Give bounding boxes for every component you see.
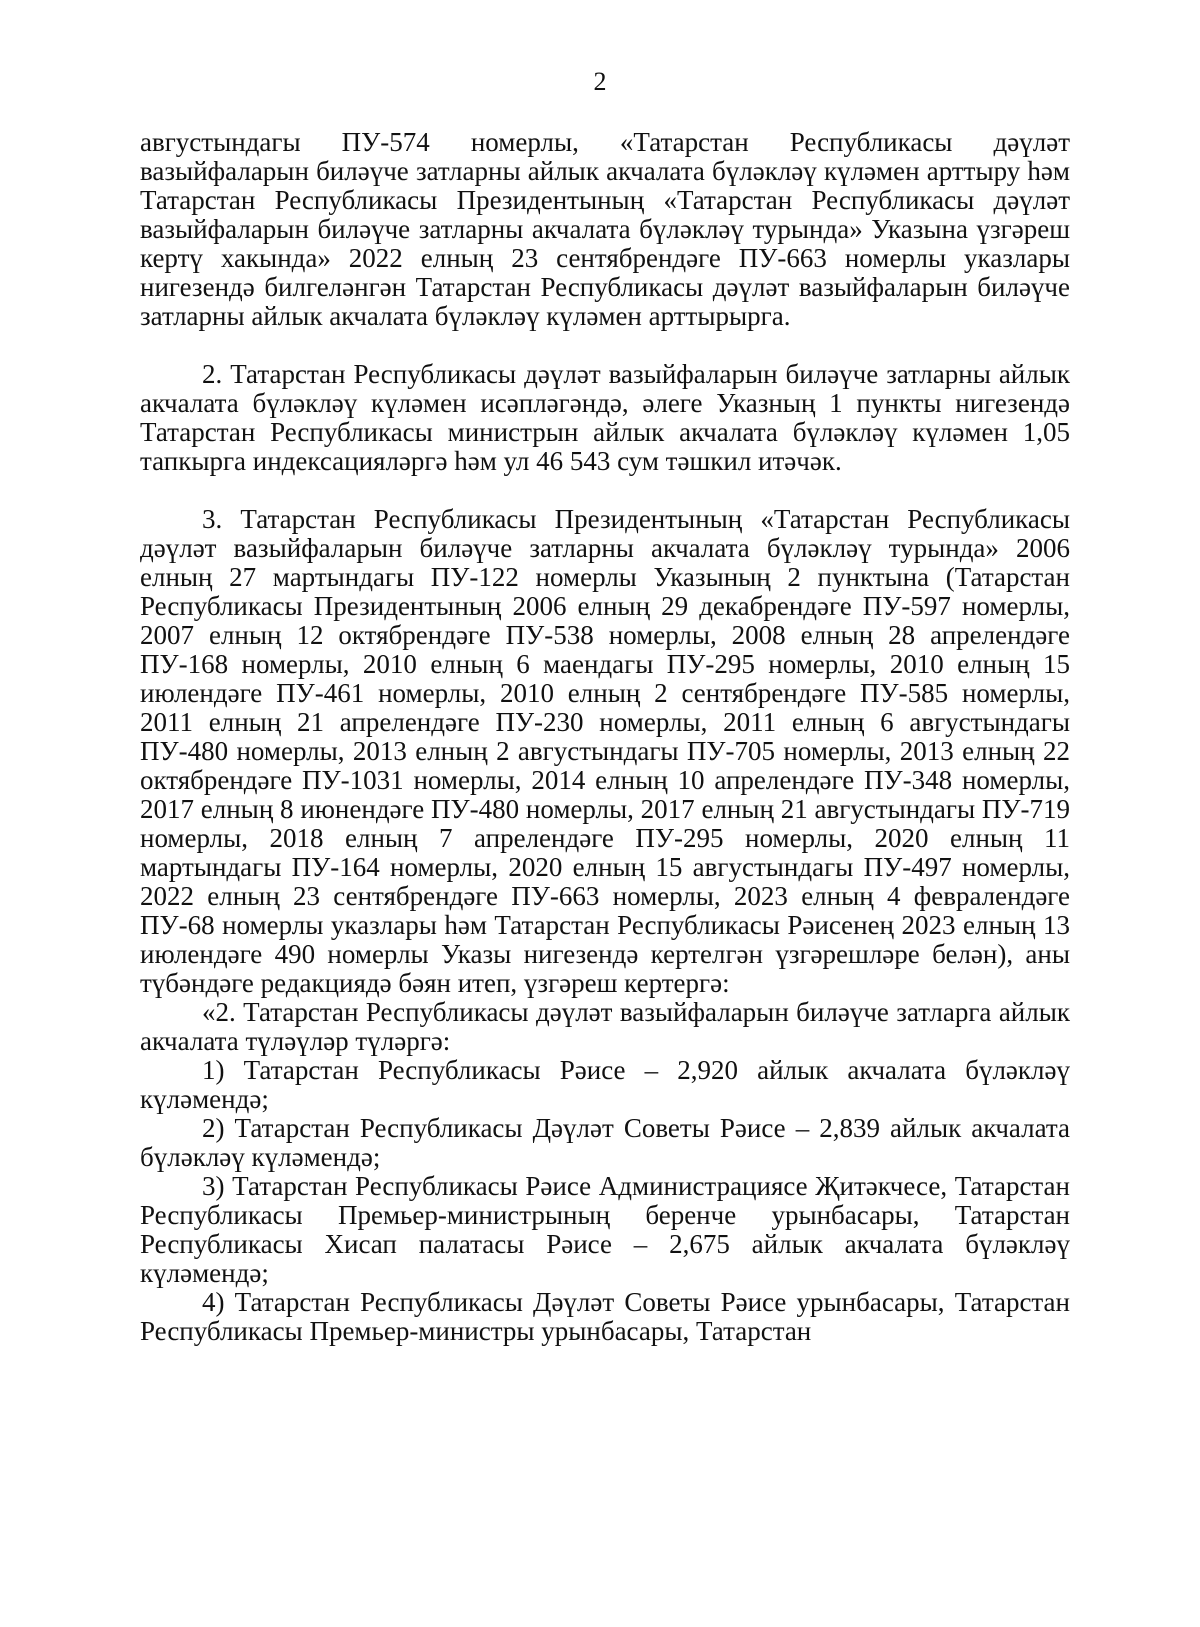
list-item-3: 3) Татарстан Республикасы Рәисе Администрациясе Җитәкчесе, Татарстан Республикасы Премьер-министрының беренче урынбасары, Татарстан Республикасы Хисап палатасы Рәисе – 2,675 айлык акчалата бүләкләү күләмендә; (140, 1171, 1070, 1288)
list-item-1: 1) Татарстан Республикасы Рәисе – 2,920 айлык акчалата бүләкләү күләмендә; (140, 1055, 1070, 1114)
document-body (140, 128, 1070, 1346)
paragraph-item-2: 2. Татарстан Республикасы дәүләт вазыйфаларын биләүче затларны айлык акчалата бүләкләү күләмен исәпләгәндә, әлеге Указның 1 пункты нигезендә Татарстан Республикасы министрын айлык акчалата бүләкләү күләмен 1,05 тапкырга индексацияләргә һәм ул 46 543 сум тәшкил итәчәк. (140, 359, 1070, 476)
paragraph-quoted-item-2: «2. Татарстан Республикасы дәүләт вазыйфаларын биләүче затларга айлык акчалата түләүләр түләргә: (140, 997, 1070, 1056)
paragraph-continuation: августындагы ПУ-574 номерлы, «Татарстан Республикасы дәүләт вазыйфаларын биләүче затларны айлык акчалата бүләкләү күләмен арттыру һәм Татарстан Республикасы Президентының «Татарстан Республикасы дәүләт вазыйфаларын биләүче затларны акчалата бүләкләү турында» Указына үзгәреш кертү хакында» 2022 елның 23 сентябрендәге ПУ-663 номерлы указлары нигезендә билгеләнгән Татарстан Республикасы дәүләт вазыйфаларын биләүче затларны айлык акчалата бүләкләү күләмен арттырырга. (140, 127, 1070, 331)
list-item-4: 4) Татарстан Республикасы Дәүләт Советы Рәисе урынбасары, Татарстан Республикасы Премьер-министры урынбасары, Татарстан (140, 1287, 1070, 1346)
page-number: 2 (593, 67, 607, 96)
paragraph-item-3: 3. Татарстан Республикасы Президентының «Татарстан Республикасы дәүләт вазыйфаларын биләүче затларны акчалата бүләкләү турында» 2006 елның 27 мартындагы ПУ-122 номерлы Указының 2 пунктына (Татарстан Республикасы Президентының 2006 елның 29 декабрендәге ПУ-597 номерлы, 2007 елның 12 октябрендәге ПУ-538 номерлы, 2008 елның 28 апрелендәге ПУ-168 номерлы, 2010 елның 6 маендагы ПУ-295 номерлы, 2010 елның 15 июлендәге ПУ-461 номерлы, 2010 елның 2 сентябрендәге ПУ-585 номерлы, 2011 елның 21 апрелендәге ПУ-230 номерлы, 2011 елның 6 августындагы ПУ-480 номерлы, 2013 елның 2 августындагы ПУ-705 номерлы, 2013 елның 22 октябрендәге ПУ-1031 номерлы, 2014 елның 10 апрелендәге ПУ-348 номерлы, 2017 елның 8 июнендәге ПУ-480 номерлы, 2017 елның 21 августындагы ПУ-719 номерлы, 2018 елның 7 апрелендәге ПУ-295 номерлы, 2020 елның 11 мартындагы ПУ-164 номерлы, 2020 елның 15 августындагы ПУ-497 номерлы, 2022 елның 23 сентябрендәге ПУ-663 номерлы, 2023 елның 4 февралендәге ПУ-68 номерлы указлары һәм Татарстан Республикасы Рәисенең 2023 елның 13 июлендәге 490 номерлы Указы нигезендә кертелгән үзгәрешләре белән), аны түбәндәге редакциядә бәян итеп, үзгәреш кертергә: (140, 504, 1070, 998)
list-item-2: 2) Татарстан Республикасы Дәүләт Советы Рәисе – 2,839 айлык акчалата бүләкләү күләмендә; (140, 1113, 1070, 1172)
